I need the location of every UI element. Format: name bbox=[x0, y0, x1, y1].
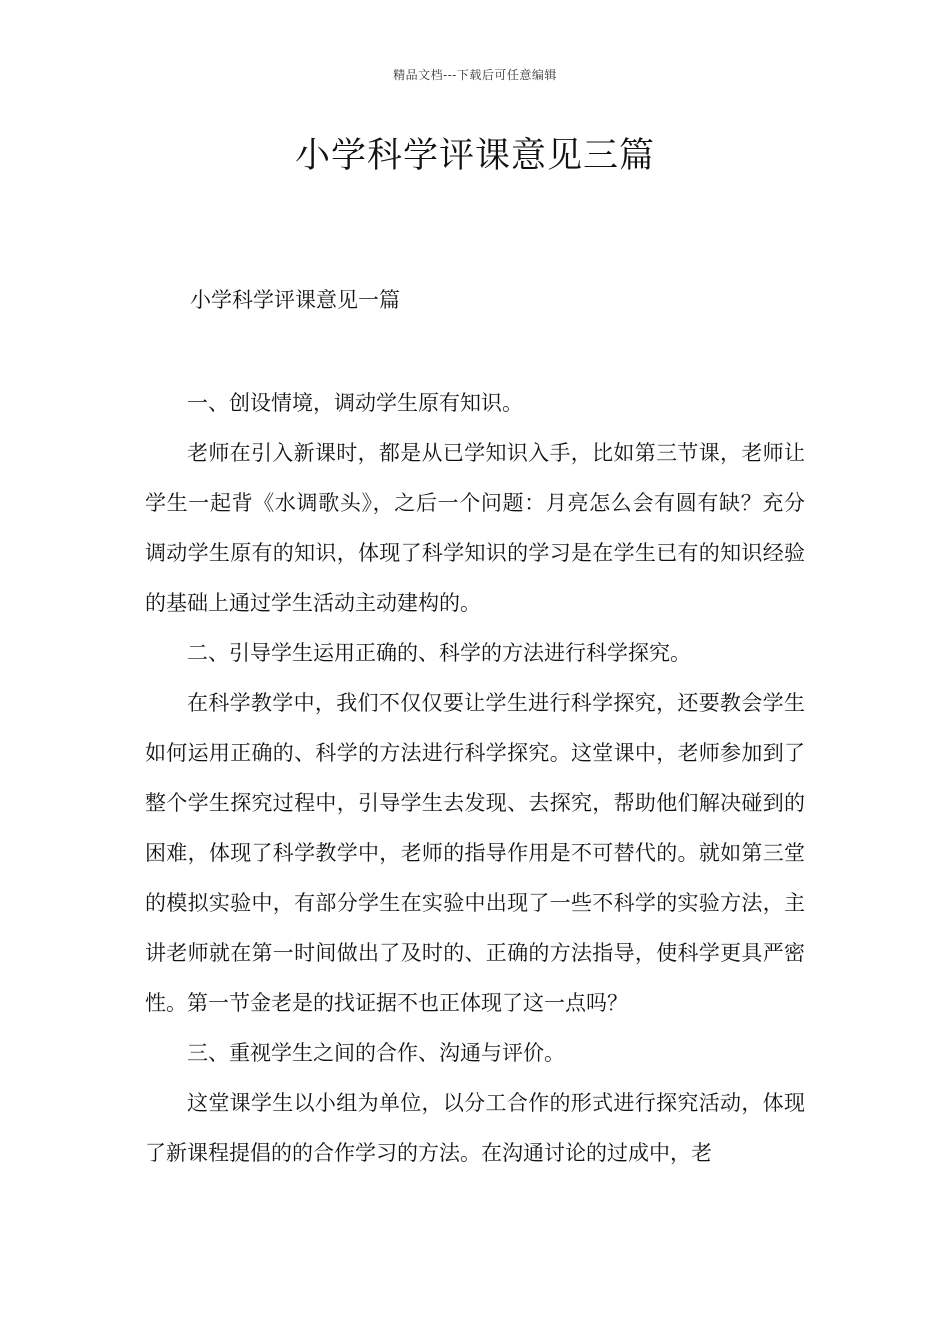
paragraph-heading-1: 一、创设情境，调动学生原有知识。 bbox=[187, 391, 523, 415]
paragraph-heading-3: 三、重视学生之间的合作、沟通与评价。 bbox=[187, 1041, 565, 1065]
paragraph: 在科学教学中，我们不仅仅要让学生进行科学探究，还要教会学生如何运用正确的、科学的方法进行科学探究。这堂课中，老师参加到了整个学生探究过程中，引导学生去发现、去探究，帮助他们解决碰到的困难，体现了科学教学中，老师的指导作用是不可替代的。就如第三堂的模拟实验中，有部分学生在实验中出现了一些不科学的实验方法，主讲老师就在第一时间做出了及时的、正确的方法指导，使科学更具严密性。第一节金老是的找证据不也正体现了这一点吗？ bbox=[145, 691, 805, 1015]
header-note: 精品文档---下载后可任意编辑 bbox=[393, 68, 557, 82]
paragraph-heading-2: 二、引导学生运用正确的、科学的方法进行科学探究。 bbox=[187, 641, 691, 665]
document-title: 小学科学评课意见三篇 bbox=[294, 136, 655, 176]
paragraph: 这堂课学生以小组为单位，以分工合作的形式进行探究活动，体现了新课程提倡的的合作学习的方法。在沟通讨论的过成中，老 bbox=[145, 1091, 805, 1165]
section-heading: 小学科学评课意见一篇 bbox=[190, 288, 400, 312]
paragraph: 老师在引入新课时，都是从已学知识入手，比如第三节课，老师让学生一起背《水调歌头》，之后一个问题：月亮怎么会有圆有缺？充分调动学生原有的知识，体现了科学知识的学习是在学生已有的知识经验的基础上通过学生活动主动建构的。 bbox=[145, 441, 805, 615]
document-body bbox=[145, 378, 805, 1178]
